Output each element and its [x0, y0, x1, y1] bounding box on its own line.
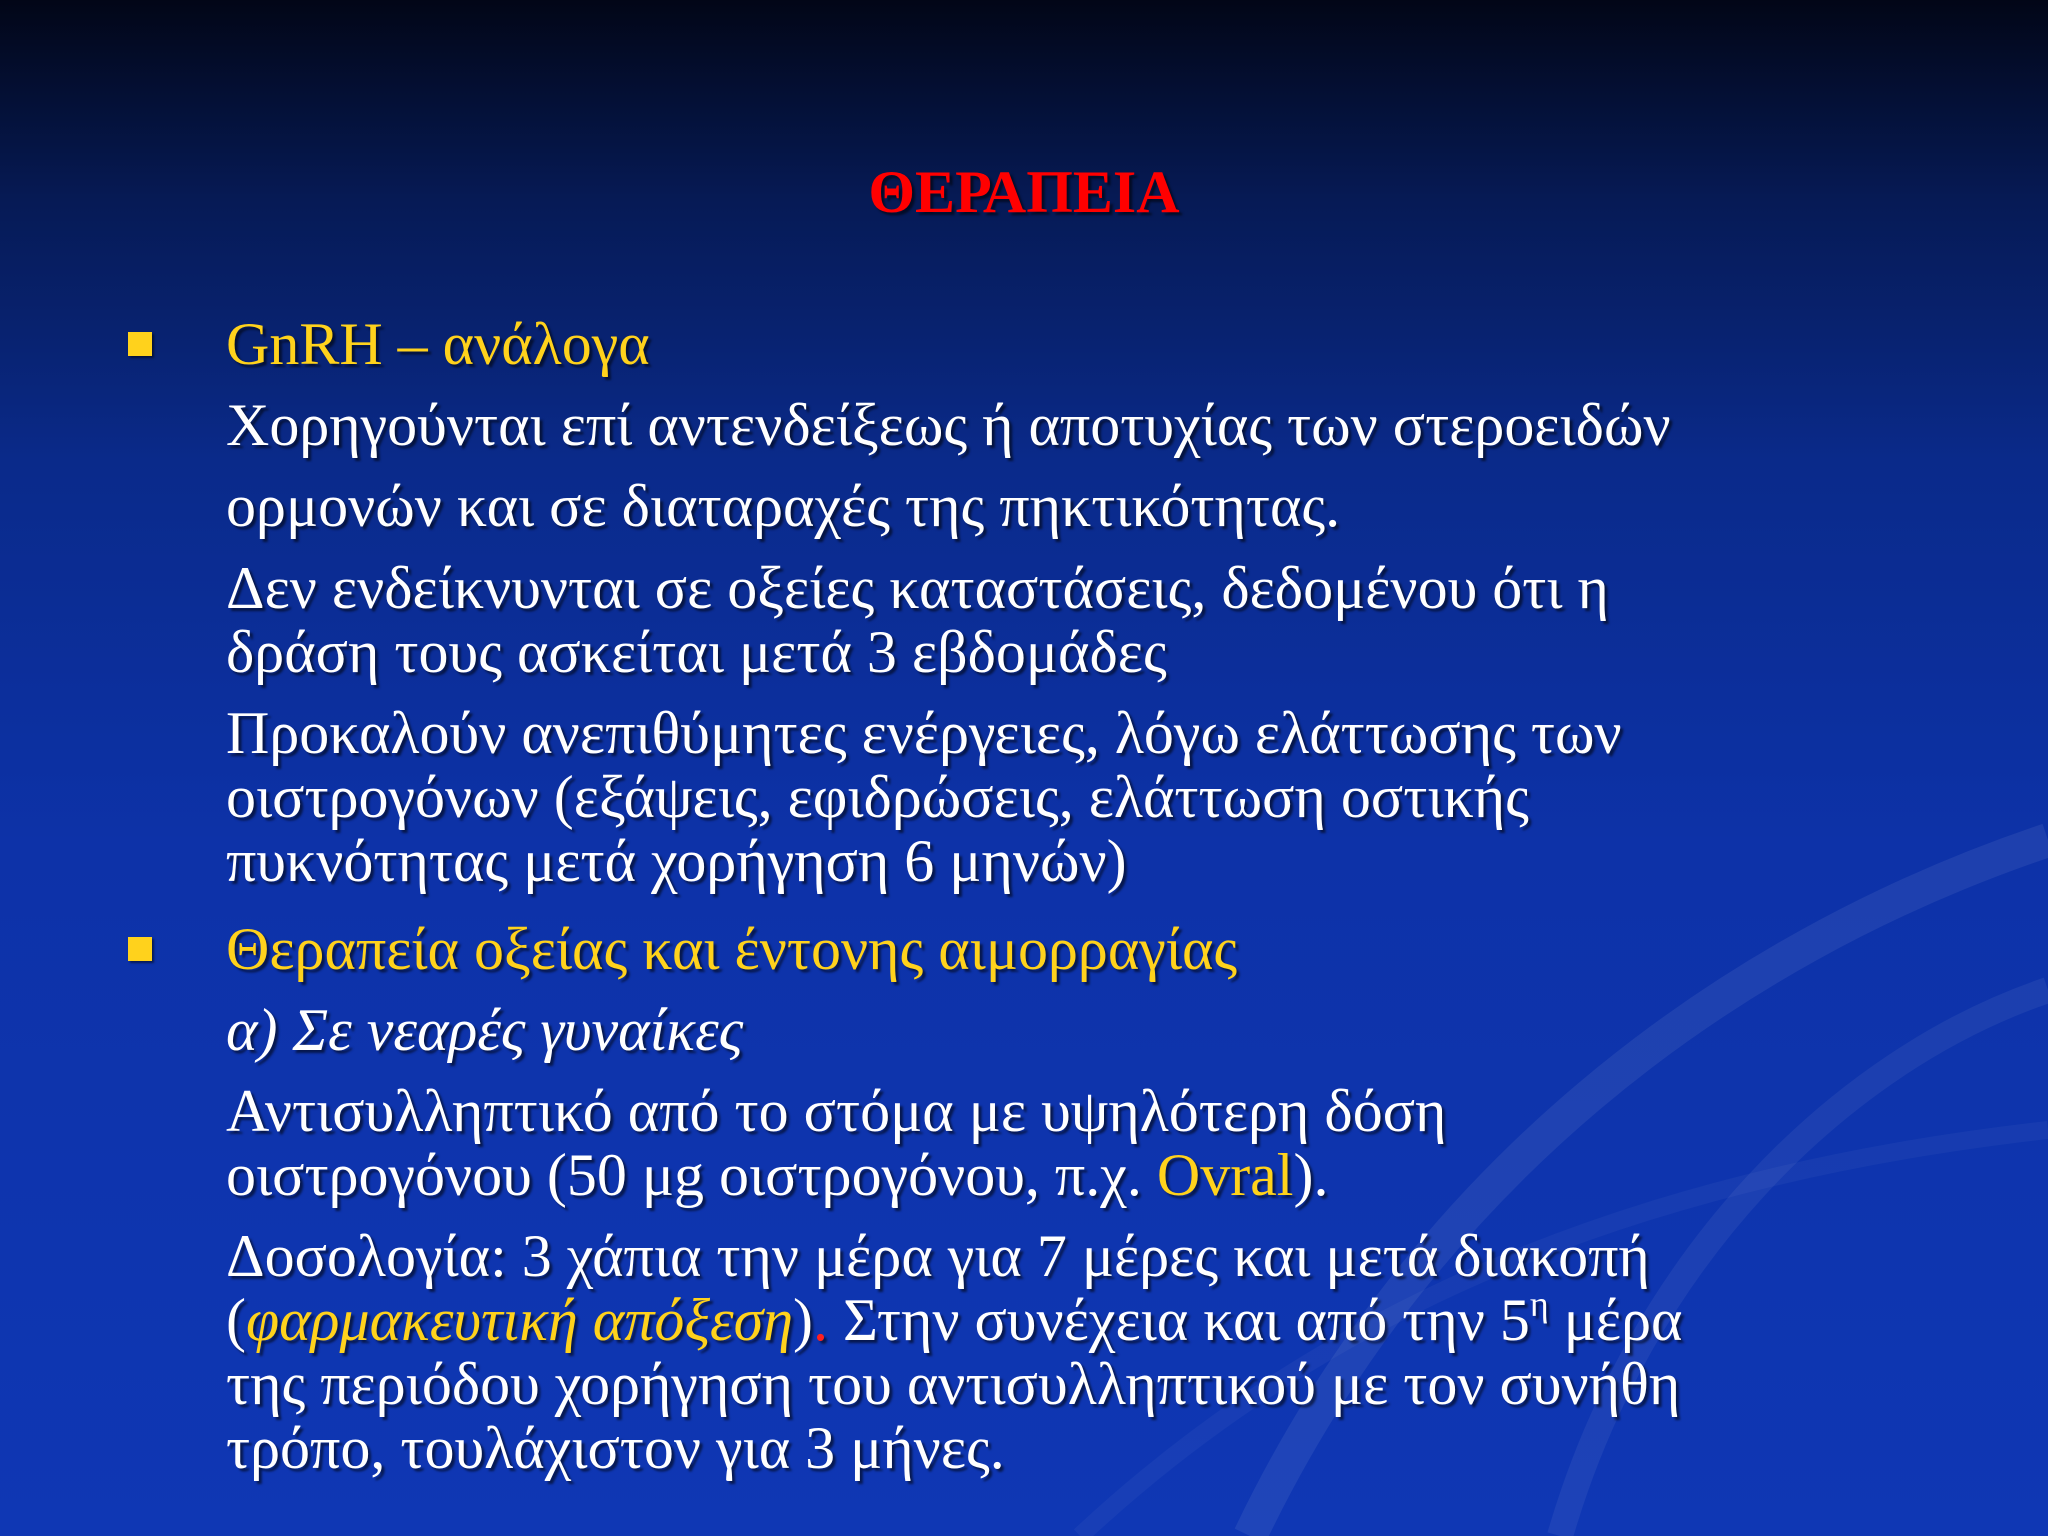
bullet1-para3-line2: οιστρογόνων (εξάψεις, εφιδρώσεις, ελάττωση οστικής — [226, 764, 1529, 830]
drug-name: Ovral — [1156, 1142, 1294, 1208]
bullet1-para2-line2: δράση τους ασκείται μετά 3 εβδομάδες — [226, 619, 1167, 685]
bullet2-subheading: α) Σε νεαρές γυναίκες — [226, 997, 744, 1063]
bullet2-para1-line2 — [226, 1142, 1329, 1208]
superscript-eta: η — [1529, 1284, 1549, 1324]
bullet2-para2-line1: Δοσολογία: 3 χάπια την μέρα για 7 μέρες και μετά διακοπή — [226, 1223, 1650, 1289]
para2-text: Στην συνέχεια και από την 5 — [828, 1287, 1530, 1353]
bullet1-para1-line2: ορμονών και σε διαταραχές της πηκτικότητας. — [226, 473, 1341, 539]
bullet1-para1-line1: Χορηγούνται επί αντενδείξεως ή αποτυχίας των στεροειδών — [226, 392, 1671, 458]
bullet1-para3-line3: πυκνότητας μετά χορήγηση 6 μηνών) — [226, 828, 1127, 894]
bullet-square-icon — [128, 937, 152, 961]
open-paren: ( — [226, 1287, 246, 1353]
slide-title: ΘΕΡΑΠΕΙΑ — [868, 159, 1180, 225]
para2-text-end: μέρα — [1548, 1287, 1683, 1353]
bullet1-para2-line1: Δεν ενδείκνυνται σε οξείες καταστάσεις, δεδομένου ότι η — [226, 555, 1609, 621]
bullet2-heading: Θεραπεία οξείας και έντονης αιμορραγίας — [226, 916, 1238, 982]
bullet2-para2-line3: της περιόδου χορήγηση του αντισυλληπτικού με τον συνήθη — [226, 1351, 1681, 1417]
bullet1-heading: GnRH – ανάλογα — [226, 311, 650, 377]
bullet2-para2-line2 — [226, 1284, 1683, 1353]
bullet2-para1-line1: Αντισυλληπτικό από το στόμα με υψηλότερη δόση — [226, 1078, 1447, 1144]
procedure-term: φαρμακευτική απόξεση — [245, 1287, 794, 1353]
bullet-square-icon — [128, 332, 152, 356]
bullet1-para3-line1: Προκαλούν ανεπιθύμητες ενέργειες, λόγω ελάττωσης των — [226, 700, 1622, 766]
red-period: . — [813, 1287, 828, 1353]
close-paren: ) — [793, 1287, 813, 1353]
para1-text-end: ). — [1293, 1142, 1329, 1208]
bullet2-para2-line4: τρόπο, τουλάχιστον για 3 μήνες. — [226, 1415, 1005, 1481]
para1-text-start: οιστρογόνου (50 μg οιστρογόνου, π.χ. — [226, 1142, 1157, 1208]
